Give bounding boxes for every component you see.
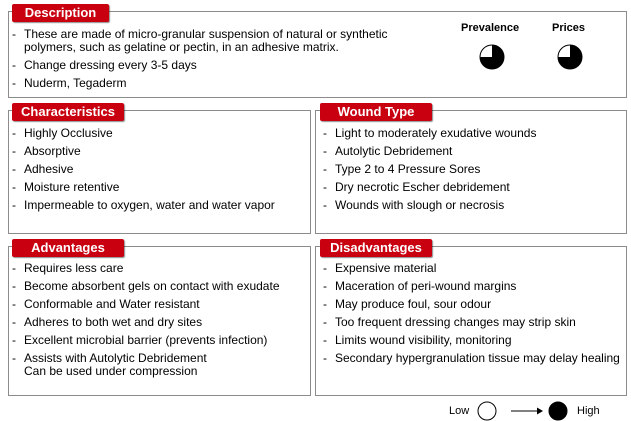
list-item: - May produce foul, sour odour — [321, 298, 623, 311]
legend-arrow-icon — [510, 406, 544, 416]
list-item: - Nuderm, Tegaderm — [10, 77, 430, 90]
list-item: - Excellent microbial barrier (prevents infection) — [10, 334, 308, 347]
disadvantages-tab: Disadvantages — [320, 239, 432, 257]
wound-type-tab: Wound Type — [320, 103, 432, 121]
list-item: - Absorptive — [10, 145, 308, 158]
list-item: - Maceration of peri-wound margins — [321, 280, 623, 293]
list-item: - Requires less care — [10, 262, 308, 275]
characteristics-list — [10, 127, 308, 217]
list-item: - Limits wound visibility, monitoring — [321, 334, 623, 347]
list-item: - Highly Occlusive — [10, 127, 308, 140]
prevalence-harvey-ball — [478, 43, 506, 71]
legend-full-circle-icon — [548, 401, 568, 421]
list-item: - Adheres to both wet and dry sites — [10, 316, 308, 329]
characteristics-tab: Characteristics — [12, 103, 124, 121]
list-item: - Change dressing every 3-5 days — [10, 59, 430, 72]
list-item: - Adhesive — [10, 163, 308, 176]
prices-label: Prices — [552, 22, 586, 34]
list-item: - Too frequent dressing changes may strip skin — [321, 316, 623, 329]
list-item: - Moisture retentive — [10, 181, 308, 194]
list-item: - Secondary hypergranulation tissue may delay healing — [321, 352, 623, 365]
disadvantages-list — [321, 262, 623, 370]
legend-empty-circle-icon — [477, 401, 497, 421]
description-list — [10, 28, 430, 95]
list-item: - These are made of micro-granular suspension of natural or synthetic polymers, such as gelatine or pectin, in an adhesive matrix. — [10, 28, 430, 54]
list-item: - Type 2 to 4 Pressure Sores — [321, 163, 623, 176]
list-item: - Become absorbent gels on contact with exudate — [10, 280, 308, 293]
list-item: - Expensive material — [321, 262, 623, 275]
legend-low-label: Low — [449, 405, 470, 417]
list-item: - Light to moderately exudative wounds — [321, 127, 623, 140]
legend-high-label: High — [577, 405, 600, 417]
list-item: - Autolytic Debridement — [321, 145, 623, 158]
list-item: - Wounds with slough or necrosis — [321, 199, 623, 212]
list-item: - Assists with Autolytic Debridement Can be used under compression — [10, 352, 308, 378]
list-item: - Dry necrotic Escher debridement — [321, 181, 623, 194]
list-item: - Impermeable to oxygen, water and water vapor — [10, 199, 308, 212]
advantages-tab: Advantages — [12, 239, 124, 257]
list-item: - Conformable and Water resistant — [10, 298, 308, 311]
prevalence-label: Prevalence — [461, 22, 520, 34]
advantages-list — [10, 262, 308, 383]
wound-type-list — [321, 127, 623, 217]
prices-harvey-ball — [556, 43, 584, 71]
description-tab: Description — [12, 4, 109, 22]
